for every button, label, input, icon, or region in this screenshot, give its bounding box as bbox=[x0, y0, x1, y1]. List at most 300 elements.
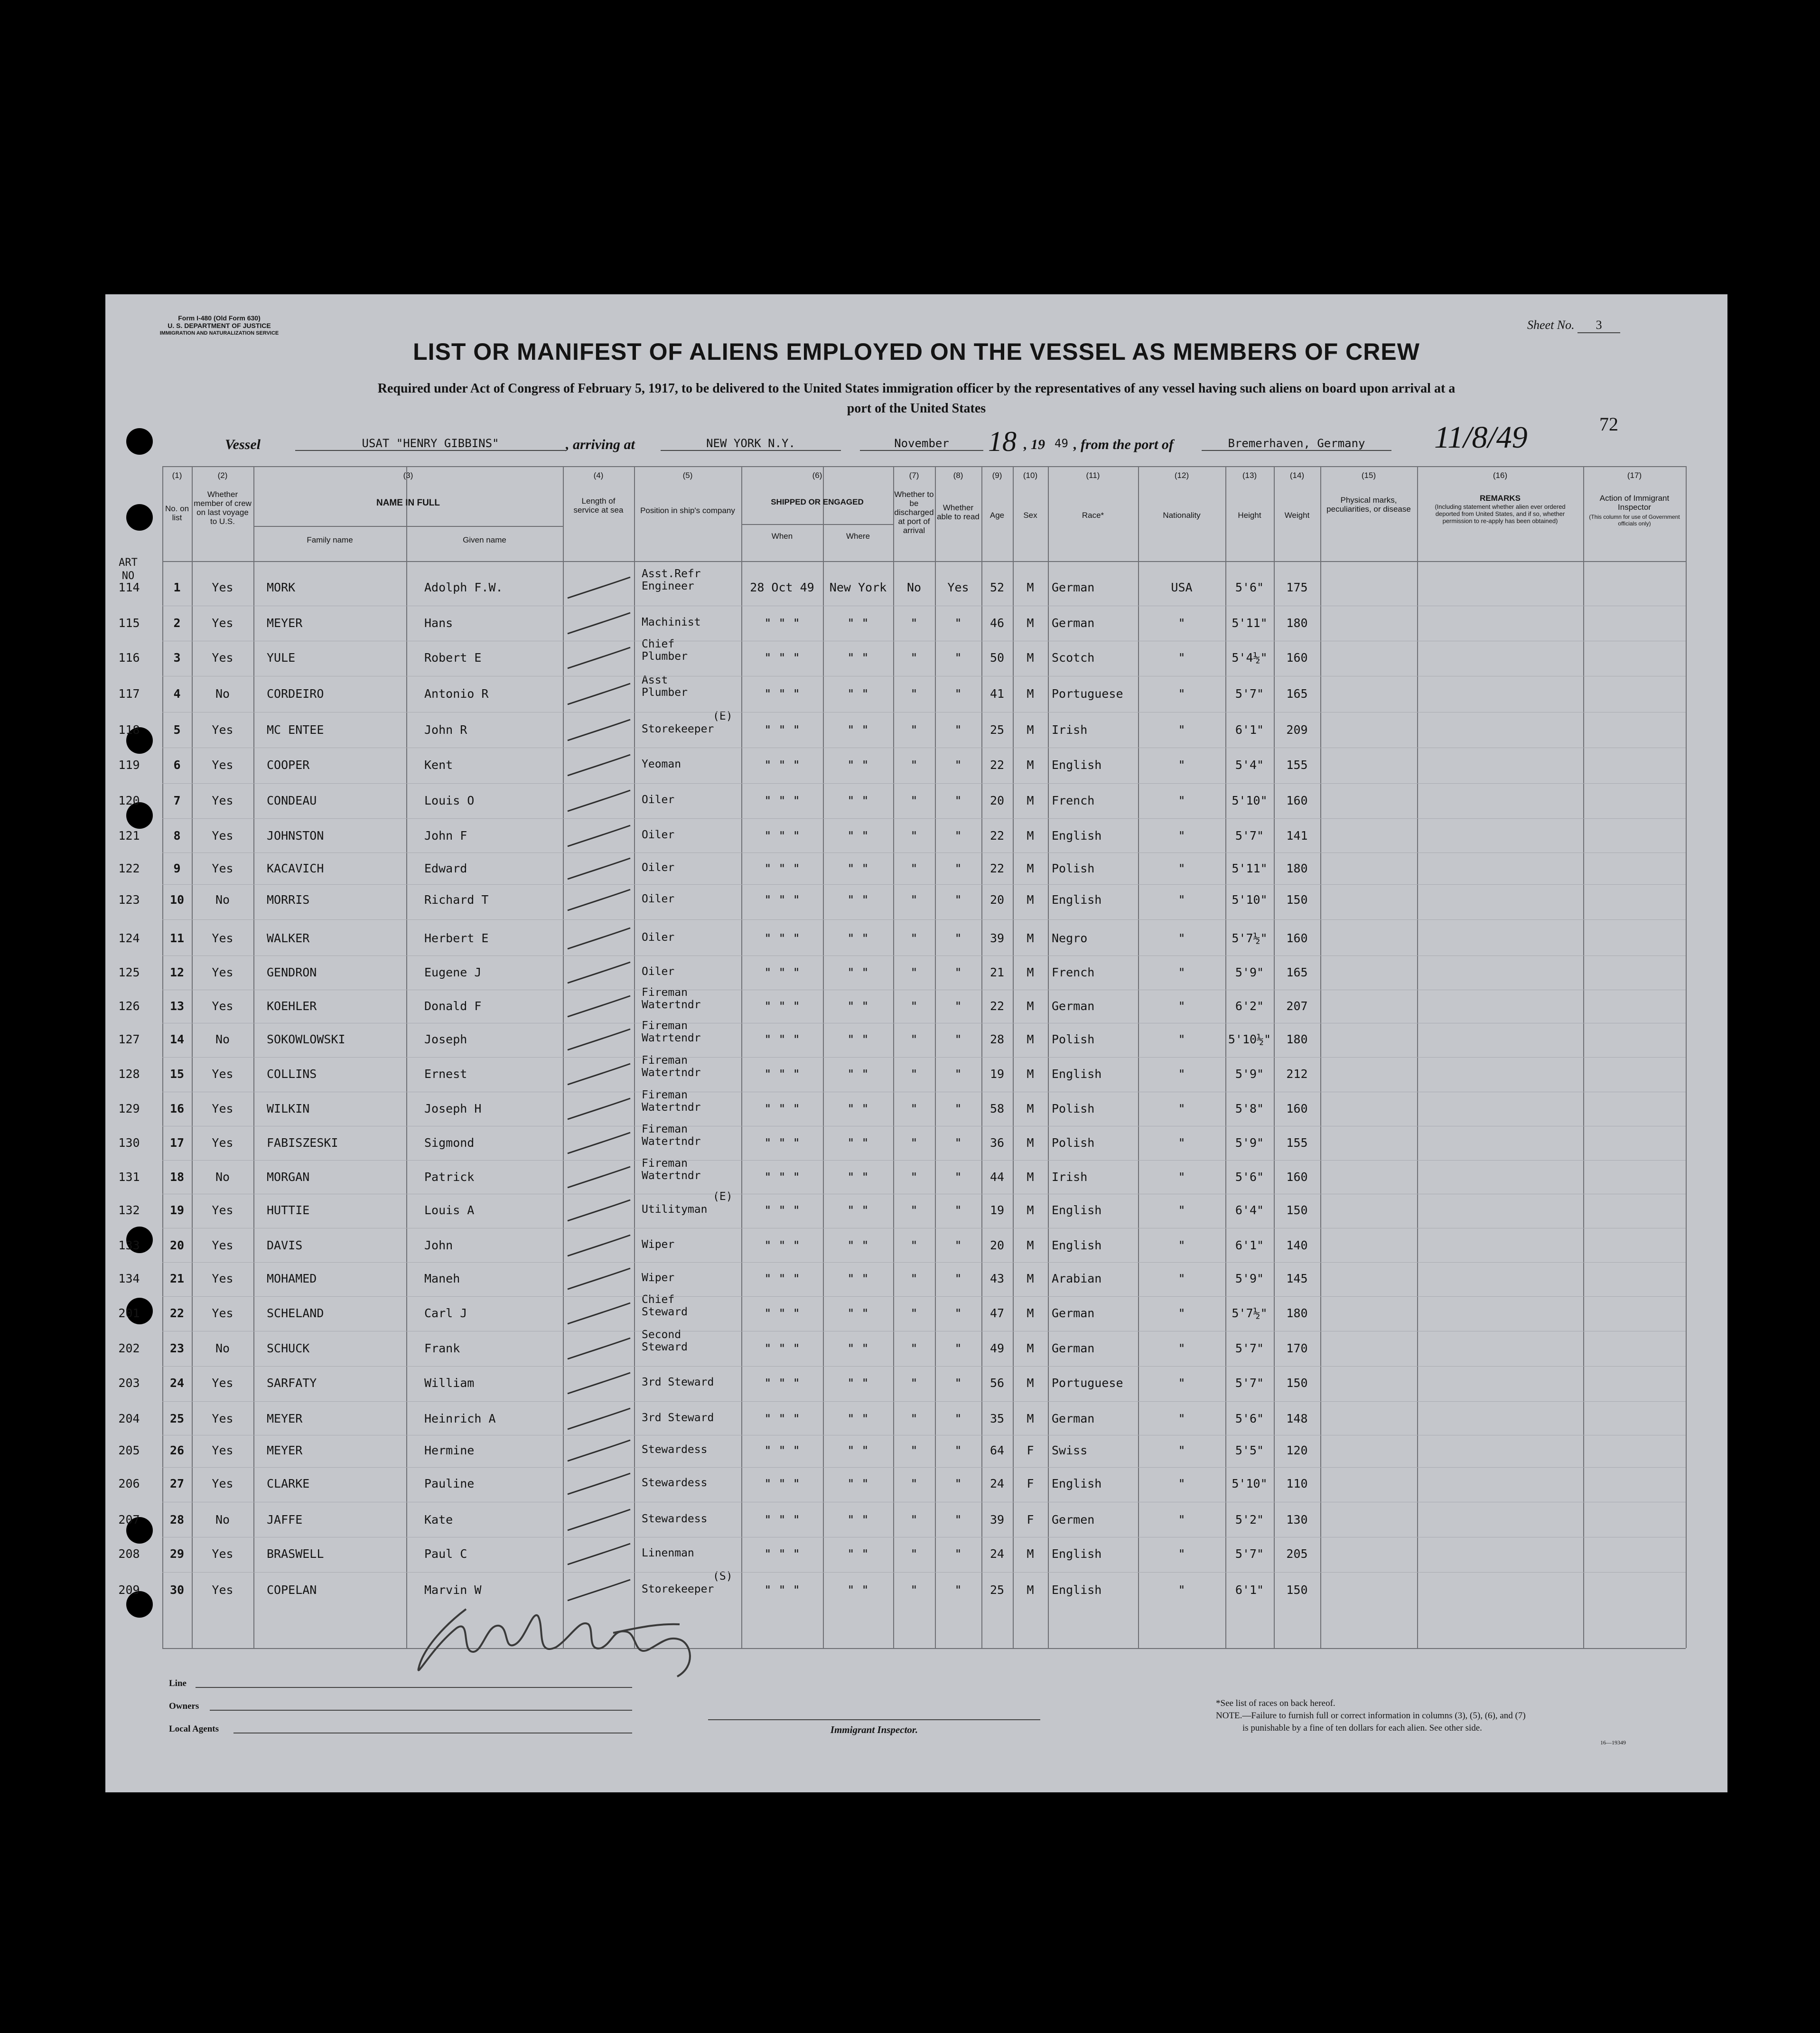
service-length-mark bbox=[564, 993, 635, 1021]
cell-height: 5'8" bbox=[1235, 1102, 1264, 1115]
cell-where: " " bbox=[847, 931, 869, 945]
cell-family: FABISZESKI bbox=[267, 1136, 338, 1150]
cell-nat: " bbox=[1178, 1376, 1185, 1390]
cell-height: 5'2" bbox=[1235, 1513, 1264, 1527]
cell-position: Steward bbox=[642, 1306, 688, 1318]
note-races: *See list of races on back hereof. bbox=[1216, 1698, 1335, 1708]
cell-when: " " " bbox=[764, 1513, 800, 1527]
cell-age: 20 bbox=[989, 794, 1005, 807]
cell-no: 21 bbox=[169, 1272, 185, 1285]
cell-when: 28 Oct 49 bbox=[750, 581, 814, 594]
cell-position: 3rd Steward bbox=[642, 1412, 714, 1424]
cell-age: 20 bbox=[989, 893, 1005, 907]
manifest-sheet: Form I-480 (Old Form 630) U. S. DEPARTMENT OF JUSTICE IMMIGRATION AND NATURALIZATION SERVICE Sheet No. 3 LIST OR MANIFEST OF ALIENS EMPLOYED ON THE VESSEL AS MEMBERS OF CREW Required under Act of Congress of February 5, 1917, to be delivered to the United States immigration officer by the representatives of any vessel having such aliens on board upon arrival at a port of the United States Vessel USAT "HENRY GIBBINS" , arriving at NEW YORK N.Y. November 18 , 19 49 , from the port of Bremerhaven, Germany 11/8/49 72 (1) (2) (3) (4) (5) (6) (7) (8) (9) (10) (11) (12) (13) (14) (15) (16) (17) No. on list Whether member of crew on last voyage to U.S. NAME IN FULL Family name Given name Length of service at sea Position in ship's company SHIPPED OR ENGAGED When Where Whether to be discharged at port of arrival Whether able to read Age Sex Race* Nationality Height Weight Physical marks, peculiarities, or disease REMARKS (Including statement whether alien ever ordered deported from United States, and if so, whether permission to re-apply has been obtained) Action of Immigrant Inspector (This column for use of Government officials only) ART NO 114 1 Yes MORK Adolph F.W. 28 Oct 49 New York No Yes 52 M German USA 5'6" 175 Asst.Refr Engineer 115 2 Yes MEYER Hans " " " " " " " 46 M German " 5'11" 180 Machinist 116 3 Yes YULE Robert E " " " " " " " 50 M Scotch " 5'4½" 160 Chief Plumber 117 4 No CORDEIRO Antonio R " " " " " " " 41 M Portuguese " 5'7" 165 Asst Plumber 118 5 Yes MC ENTEE John R " " " " " " " 25 M Irish " 6'1" 209 (E) Storekeeper 119 6 Yes COOPER Kent " " " " " " " 22 M English " 5'4" 155 Yeoman 120 7 Yes CONDEAU Louis O " " " " " " " 20 M French " 5'10" 160 Oiler 121 8 Yes JOHNSTON John F " " " " " " " 22 M English " 5'7" 141 Oiler 122 9 Yes KACAVICH Edward " " " " " " " 22 M Polish " 5'11" 180 Oiler 123 10 No MORRIS Richard T " " " " " " " 20 M English " 5'10" 150 Oiler 124 11 Yes WALKER Herbert E " " " " " " " 39 M Negro " 5'7½" 160 Oiler 125 12 Yes GENDRON Eugene J " " " " " " " 21 M French " 5'9" 165 Oiler 126 13 Yes KOEHLER Donald F " " " " " " " 22 M German " 6'2" 207 Fireman Watertndr 127 14 No SOKOWLOWSKI Joseph " " " " " " " 28 M Polish " 5'10½" 180 Fireman Watrtendr 128 15 Yes COLLINS Ernest " " " " " " " 19 M English " 5'9" 212 Fireman Watertndr 129 16 Yes WILKIN Joseph H " " " " " " " 58 M Polish " 5'8" 160 Fireman Watertndr 130 17 Yes FABISZESKI Sigmond " " " " " " " 36 M Polish " 5'9" 155 Fireman Watertndr 131 18 No MORGAN Patrick " " " " " " " 44 M Irish " 5'6" 160 Fireman Watertndr 132 19 Yes HUTTIE Louis A " " " " " " " 19 M English " 6'4" 150 (E) Utilityman 133 20 Yes DAVIS John " " " " " " " 20 M English " 6'1" 140 Wiper 134 21 Yes MOHAMED Maneh " " " " " " " 43 M Arabian " 5'9" 145 Wiper 201 22 Yes SCHELAND Carl J " " " " " " " 47 M German " 5'7½" 180 Chief Steward 202 23 No SCHUCK Frank " " " " " " " 49 M German " 5'7" 170 Second Steward 203 24 Yes SARFATY William " " " " " " " 56 M Portuguese " 5'7" 150 3rd Steward 204 25 Yes MEYER Heinrich A " " " " " " " 35 M German " 5'6" 148 3rd Steward 205 26 Yes MEYER Hermine " " " " " " " 64 F Swiss " 5'5" 120 Stewardess 206 27 Yes CLARKE Pauline " " " " " " " 24 F English " 5'10" 110 Stewardess 207 28 No JAFFE Kate " " " " " " " 39 F Germen " 5'2" 130 Stewardess 208 29 Yes BRASWELL Paul C " " " " " " " 24 M English " 5'7" 205 Linenman 209 30 Yes COPELAN Marvin W " " " " " " " 25 M English " 6'1" 150 (S) Storekeeper Line Owners Local Agents Immigrant Inspector. *See list of races on back hereof. NOTE.—Failure to furnish full or correct information in columns (3), (5), (6), and (7) is punishable by a fine of ten dollars for each alien. See other side. 16—19349 bbox=[105, 294, 1727, 1792]
cell-weight: 120 bbox=[1286, 1443, 1308, 1457]
cell-disch: " bbox=[910, 1102, 918, 1115]
header-name-in-full: NAME IN FULL bbox=[376, 498, 440, 508]
header-when: When bbox=[771, 532, 793, 541]
cell-nat: " bbox=[1178, 1306, 1185, 1320]
arriving-label: , arriving at bbox=[566, 437, 635, 452]
cell-disch: " bbox=[910, 1513, 918, 1527]
cell-height: 5'7" bbox=[1235, 1376, 1264, 1390]
header-action-inspector: Action of Immigrant Inspector bbox=[1599, 494, 1670, 512]
cell-position: Watertndr bbox=[642, 1170, 701, 1182]
cell-age: 50 bbox=[989, 651, 1005, 665]
cell-height: 5'9" bbox=[1235, 1272, 1264, 1285]
cell-height: 6'1" bbox=[1235, 1583, 1264, 1597]
cell-given: Hans bbox=[424, 616, 453, 630]
cell-sex: M bbox=[1027, 1583, 1034, 1597]
cell-last: Yes bbox=[212, 651, 233, 665]
cell-last: Yes bbox=[212, 999, 233, 1013]
cell-no: 12 bbox=[169, 965, 185, 979]
cell-race: English bbox=[1052, 1547, 1102, 1561]
cell-position: Oiler bbox=[642, 931, 675, 944]
cell-weight: 180 bbox=[1286, 1032, 1308, 1046]
cell-where: " " bbox=[847, 1272, 869, 1285]
cell-disch: " bbox=[910, 999, 918, 1013]
service-length-mark bbox=[564, 855, 635, 884]
cell-sex: M bbox=[1027, 1376, 1034, 1390]
cell-race: English bbox=[1052, 893, 1102, 907]
cell-where: " " bbox=[847, 687, 869, 701]
cell-position-line1: (E) bbox=[713, 1190, 733, 1203]
cell-age: 58 bbox=[989, 1102, 1005, 1115]
cell-disch: No bbox=[906, 581, 922, 594]
cell-age: 35 bbox=[989, 1412, 1005, 1425]
cell-where: " " bbox=[847, 1067, 869, 1081]
service-length-mark bbox=[564, 1026, 635, 1055]
cell-last: Yes bbox=[212, 758, 233, 772]
cell-no: 2 bbox=[173, 616, 181, 630]
cell-position: Oiler bbox=[642, 862, 675, 874]
service-length-mark bbox=[564, 1300, 635, 1329]
cell-family: BRASWELL bbox=[267, 1547, 324, 1561]
cell-no: 26 bbox=[169, 1443, 185, 1457]
cell-sex: M bbox=[1027, 616, 1034, 630]
cell-nat: USA bbox=[1171, 581, 1193, 594]
cell-read: " bbox=[954, 931, 962, 945]
header-remarks: REMARKS bbox=[1480, 494, 1521, 503]
cell-race: English bbox=[1052, 829, 1102, 843]
cell-family: MC ENTEE bbox=[267, 723, 324, 737]
cell-family: SCHUCK bbox=[267, 1341, 310, 1355]
cell-given: Joseph H bbox=[424, 1102, 482, 1115]
cell-weight: 212 bbox=[1286, 1067, 1308, 1081]
header-where: Where bbox=[846, 532, 870, 541]
cell-last: Yes bbox=[212, 862, 233, 875]
cell-disch: " bbox=[910, 1306, 918, 1320]
cell-nat: " bbox=[1178, 1032, 1185, 1046]
cell-family: MOHAMED bbox=[267, 1272, 317, 1285]
cell-disch: " bbox=[910, 1477, 918, 1490]
cell-sex: M bbox=[1027, 1547, 1034, 1561]
cell-position-line1: Fireman bbox=[642, 986, 688, 999]
cell-where: " " bbox=[847, 794, 869, 807]
cell-no: 23 bbox=[169, 1341, 185, 1355]
vessel-label: Vessel bbox=[225, 437, 261, 452]
service-length-mark bbox=[564, 681, 635, 709]
cell-weight: 160 bbox=[1286, 651, 1308, 665]
cell-given: Joseph bbox=[424, 1032, 467, 1046]
cell-when: " " " bbox=[764, 687, 800, 701]
cell-read: " bbox=[954, 1341, 962, 1355]
arrival-day: 18 bbox=[988, 426, 1017, 457]
cell-family: SARFATY bbox=[267, 1376, 317, 1390]
cell-position-line1: Fireman bbox=[642, 1157, 688, 1170]
cell-weight: 160 bbox=[1286, 1102, 1308, 1115]
department: U. S. DEPARTMENT OF JUSTICE bbox=[168, 322, 271, 329]
cell-age: 41 bbox=[989, 687, 1005, 701]
cell-family: MORGAN bbox=[267, 1170, 310, 1184]
service-length-mark bbox=[564, 1061, 635, 1089]
cell-where: " " bbox=[847, 1477, 869, 1490]
cell-read: " bbox=[954, 862, 962, 875]
cell-position: Oiler bbox=[642, 794, 675, 806]
cell-height: 5'4½" bbox=[1232, 651, 1268, 665]
service-length-mark bbox=[564, 1335, 635, 1364]
local-agents-label: Local Agents bbox=[169, 1724, 219, 1734]
cell-race: Negro bbox=[1052, 931, 1088, 945]
cell-where: " " bbox=[847, 965, 869, 979]
cell-read: " bbox=[954, 687, 962, 701]
cell-when: " " " bbox=[764, 862, 800, 875]
cell-no: 19 bbox=[169, 1203, 185, 1217]
cell-when: " " " bbox=[764, 1583, 800, 1597]
cell-read: " bbox=[954, 1170, 962, 1184]
cell-where: " " bbox=[847, 1136, 869, 1150]
cell-nat: " bbox=[1178, 1443, 1185, 1457]
cell-race: Irish bbox=[1052, 1170, 1088, 1184]
cell-art: 116 bbox=[118, 651, 140, 665]
cell-given: Kent bbox=[424, 758, 453, 772]
cell-sex: M bbox=[1027, 829, 1034, 843]
cell-last: Yes bbox=[212, 723, 233, 737]
service-length-mark bbox=[564, 1370, 635, 1398]
cell-given: Edward bbox=[424, 862, 467, 875]
cell-sex: M bbox=[1027, 1203, 1034, 1217]
cell-read: " bbox=[954, 1547, 962, 1561]
cell-disch: " bbox=[910, 723, 918, 737]
cell-no: 15 bbox=[169, 1067, 185, 1081]
cell-when: " " " bbox=[764, 1341, 800, 1355]
cell-when: " " " bbox=[764, 931, 800, 945]
cell-nat: " bbox=[1178, 1477, 1185, 1490]
cell-position-line1: Second bbox=[642, 1329, 681, 1341]
cell-last: Yes bbox=[212, 1376, 233, 1390]
service-length-mark bbox=[564, 787, 635, 816]
cell-art: 207 bbox=[118, 1513, 140, 1527]
cell-height: 6'2" bbox=[1235, 999, 1264, 1013]
cell-sex: M bbox=[1027, 965, 1034, 979]
cell-age: 47 bbox=[989, 1306, 1005, 1320]
cell-race: Portuguese bbox=[1052, 1376, 1123, 1390]
cell-weight: 160 bbox=[1286, 931, 1308, 945]
header-physical-marks: Physical marks, peculiarities, or disease bbox=[1326, 496, 1411, 514]
cell-family: MEYER bbox=[267, 1443, 303, 1457]
cell-art: 120 bbox=[118, 794, 140, 807]
cell-no: 14 bbox=[169, 1032, 185, 1046]
cell-position: Storekeeper bbox=[642, 723, 714, 735]
cell-no: 17 bbox=[169, 1136, 185, 1150]
cell-position-line1: Fireman bbox=[642, 1054, 688, 1067]
from-port: Bremerhaven, Germany bbox=[1202, 437, 1391, 451]
cell-weight: 209 bbox=[1286, 723, 1308, 737]
cell-art: 203 bbox=[118, 1376, 140, 1390]
header-able-read: Whether able to read bbox=[937, 503, 980, 521]
service-length-mark bbox=[564, 645, 635, 673]
cell-disch: " bbox=[910, 758, 918, 772]
cell-where: " " bbox=[847, 1376, 869, 1390]
cell-race: French bbox=[1052, 794, 1095, 807]
cell-when: " " " bbox=[764, 829, 800, 843]
cell-when: " " " bbox=[764, 1067, 800, 1081]
cell-given: Heinrich A bbox=[424, 1412, 496, 1425]
cell-art: 119 bbox=[118, 758, 140, 772]
cell-no: 10 bbox=[169, 893, 185, 907]
cell-nat: " bbox=[1178, 1513, 1185, 1527]
cell-where: " " bbox=[847, 999, 869, 1013]
cell-age: 24 bbox=[989, 1547, 1005, 1561]
cell-last: Yes bbox=[212, 794, 233, 807]
header-length-service: Length of service at sea bbox=[573, 497, 624, 515]
cell-given: John R bbox=[424, 723, 467, 737]
cell-sex: M bbox=[1027, 1170, 1034, 1184]
cell-art: 206 bbox=[118, 1477, 140, 1490]
cell-given: Adolph F.W. bbox=[424, 581, 503, 594]
cell-race: German bbox=[1052, 1341, 1095, 1355]
cell-read: " bbox=[954, 616, 962, 630]
cell-read: " bbox=[954, 1203, 962, 1217]
cell-no: 18 bbox=[169, 1170, 185, 1184]
cell-given: Paul C bbox=[424, 1547, 467, 1561]
cell-family: HUTTIE bbox=[267, 1203, 310, 1217]
cell-no: 9 bbox=[173, 862, 181, 875]
cell-family: WILKIN bbox=[267, 1102, 310, 1115]
header-position: Position in ship's company bbox=[640, 506, 735, 515]
cell-disch: " bbox=[910, 794, 918, 807]
cell-weight: 180 bbox=[1286, 616, 1308, 630]
cell-where: " " bbox=[847, 1513, 869, 1527]
cell-nat: " bbox=[1178, 965, 1185, 979]
cell-family: COPELAN bbox=[267, 1583, 317, 1597]
cell-race: English bbox=[1052, 758, 1102, 772]
cell-position: Machinist bbox=[642, 616, 701, 628]
header-no-on-list: No. on list bbox=[165, 504, 189, 522]
service: IMMIGRATION AND NATURALIZATION SERVICE bbox=[159, 330, 279, 336]
cell-height: 5'7" bbox=[1235, 1547, 1264, 1561]
service-length-mark bbox=[564, 1232, 635, 1261]
cell-nat: " bbox=[1178, 1341, 1185, 1355]
cell-read: " bbox=[954, 651, 962, 665]
cell-sex: M bbox=[1027, 1136, 1034, 1150]
cell-position-line1: Chief bbox=[642, 638, 675, 650]
cell-height: 5'6" bbox=[1235, 1412, 1264, 1425]
cell-height: 5'9" bbox=[1235, 1136, 1264, 1150]
form-code: 16—19349 bbox=[1600, 1739, 1626, 1746]
cell-given: Patrick bbox=[424, 1170, 475, 1184]
vessel-name: USAT "HENRY GIBBINS" bbox=[295, 437, 566, 451]
cell-last: No bbox=[215, 687, 230, 701]
service-length-mark bbox=[564, 717, 635, 745]
cell-read: " bbox=[954, 1306, 962, 1320]
cell-family: YULE bbox=[267, 651, 296, 665]
cell-height: 5'4" bbox=[1235, 758, 1264, 772]
cell-read: " bbox=[954, 1412, 962, 1425]
cell-age: 49 bbox=[989, 1341, 1005, 1355]
cell-read: " bbox=[954, 1238, 962, 1252]
cell-read: " bbox=[954, 1376, 962, 1390]
cell-height: 5'9" bbox=[1235, 965, 1264, 979]
cell-position-line1: Asst.Refr bbox=[642, 568, 701, 580]
service-length-mark bbox=[564, 823, 635, 851]
cell-where: " " bbox=[847, 1443, 869, 1457]
cell-age: 19 bbox=[989, 1067, 1005, 1081]
cell-art: 122 bbox=[118, 862, 140, 875]
cell-height: 5'11" bbox=[1232, 616, 1268, 630]
note-line-1: NOTE.—Failure to furnish full or correct information in columns (3), (5), (6), and (7) bbox=[1216, 1711, 1526, 1721]
cell-no: 3 bbox=[173, 651, 181, 665]
cell-last: Yes bbox=[212, 1238, 233, 1252]
cell-when: " " " bbox=[764, 1376, 800, 1390]
cell-position: Watrtendr bbox=[642, 1032, 701, 1044]
cell-last: Yes bbox=[212, 581, 233, 594]
cell-height: 5'6" bbox=[1235, 1170, 1264, 1184]
cell-weight: 155 bbox=[1286, 758, 1308, 772]
cell-read: " bbox=[954, 999, 962, 1013]
cell-when: " " " bbox=[764, 1443, 800, 1457]
header-remarks-detail: (Including statement whether alien ever ordered deported from United States, and if so, whether permission to re-apply has been obtained) bbox=[1435, 503, 1566, 525]
cell-given: Louis A bbox=[424, 1203, 475, 1217]
cell-nat: " bbox=[1178, 862, 1185, 875]
cell-height: 6'4" bbox=[1235, 1203, 1264, 1217]
cell-where: " " bbox=[847, 1170, 869, 1184]
cell-given: John bbox=[424, 1238, 453, 1252]
service-length-mark bbox=[564, 925, 635, 954]
cell-weight: 150 bbox=[1286, 1376, 1308, 1390]
cell-height: 5'7½" bbox=[1232, 931, 1268, 945]
cell-art: 124 bbox=[118, 931, 140, 945]
service-length-mark bbox=[564, 1130, 635, 1158]
cell-no: 11 bbox=[169, 931, 185, 945]
cell-disch: " bbox=[910, 651, 918, 665]
cell-last: Yes bbox=[212, 1272, 233, 1285]
cell-height: 5'10½" bbox=[1228, 1032, 1271, 1046]
cell-nat: " bbox=[1178, 1583, 1185, 1597]
cell-race: English bbox=[1052, 1583, 1102, 1597]
cell-when: " " " bbox=[764, 1032, 800, 1046]
signature bbox=[390, 1590, 817, 1680]
cell-height: 5'7" bbox=[1235, 687, 1264, 701]
cell-read: " bbox=[954, 829, 962, 843]
cell-weight: 150 bbox=[1286, 1203, 1308, 1217]
cell-no: 20 bbox=[169, 1238, 185, 1252]
cell-nat: " bbox=[1178, 1272, 1185, 1285]
cell-race: Swiss bbox=[1052, 1443, 1088, 1457]
sheet-label: Sheet No. bbox=[1527, 318, 1575, 332]
cell-disch: " bbox=[910, 1272, 918, 1285]
cell-weight: 160 bbox=[1286, 794, 1308, 807]
cell-position: Oiler bbox=[642, 829, 675, 841]
cell-where: " " bbox=[847, 1203, 869, 1217]
cell-nat: " bbox=[1178, 1203, 1185, 1217]
arrival-year: 49 bbox=[1055, 437, 1068, 450]
cell-no: 29 bbox=[169, 1547, 185, 1561]
cell-sex: M bbox=[1027, 758, 1034, 772]
subtitle-line-2: port of the United States bbox=[847, 401, 986, 416]
cell-read: " bbox=[954, 893, 962, 907]
subtitle-line-1: Required under Act of Congress of February 5, 1917, to be delivered to the United States immigration officer by the representatives of any vessel having such aliens on board upon arrival at a bbox=[377, 381, 1456, 396]
cell-weight: 170 bbox=[1286, 1341, 1308, 1355]
cell-age: 22 bbox=[989, 999, 1005, 1013]
cell-where: New York bbox=[829, 581, 887, 594]
cell-weight: 180 bbox=[1286, 862, 1308, 875]
cell-height: 5'9" bbox=[1235, 1067, 1264, 1081]
cell-race: Polish bbox=[1052, 1136, 1095, 1150]
cell-no: 25 bbox=[169, 1412, 185, 1425]
cell-race: French bbox=[1052, 965, 1095, 979]
cell-art: 133 bbox=[118, 1238, 140, 1252]
cell-sex: M bbox=[1027, 1102, 1034, 1115]
cell-last: No bbox=[215, 1032, 230, 1046]
service-length-mark bbox=[564, 1471, 635, 1499]
cell-no: 7 bbox=[173, 794, 181, 807]
cell-position: Watertndr bbox=[642, 1135, 701, 1148]
cell-position: Plumber bbox=[642, 650, 688, 663]
punch-hole bbox=[126, 428, 153, 455]
cell-family: JOHNSTON bbox=[267, 829, 324, 843]
cell-position: Oiler bbox=[642, 893, 675, 905]
header-nationality: Nationality bbox=[1163, 511, 1201, 520]
cell-weight: 165 bbox=[1286, 965, 1308, 979]
cell-disch: " bbox=[910, 1238, 918, 1252]
cell-age: 44 bbox=[989, 1170, 1005, 1184]
cell-nat: " bbox=[1178, 999, 1185, 1013]
form-id bbox=[153, 314, 286, 337]
cell-sex: M bbox=[1027, 1341, 1034, 1355]
cell-disch: " bbox=[910, 1067, 918, 1081]
cell-race: German bbox=[1052, 1412, 1095, 1425]
cell-read: " bbox=[954, 1513, 962, 1527]
cell-given: Pauline bbox=[424, 1477, 475, 1490]
cell-last: Yes bbox=[212, 1203, 233, 1217]
cell-family: CONDEAU bbox=[267, 794, 317, 807]
cell-nat: " bbox=[1178, 687, 1185, 701]
cell-where: " " bbox=[847, 1547, 869, 1561]
cell-read: " bbox=[954, 723, 962, 737]
cell-sex: F bbox=[1027, 1443, 1034, 1457]
cell-last: Yes bbox=[212, 1412, 233, 1425]
header-last-voyage: Whether member of crew on last voyage to U.S. bbox=[194, 490, 252, 526]
cell-no: 27 bbox=[169, 1477, 185, 1490]
cell-sex: M bbox=[1027, 794, 1034, 807]
cell-weight: 150 bbox=[1286, 893, 1308, 907]
cell-given: John F bbox=[424, 829, 467, 843]
cell-sex: M bbox=[1027, 723, 1034, 737]
cell-disch: " bbox=[910, 931, 918, 945]
cell-weight: 207 bbox=[1286, 999, 1308, 1013]
cell-weight: 205 bbox=[1286, 1547, 1308, 1561]
cell-position: Stewardess bbox=[642, 1513, 708, 1525]
service-length-mark bbox=[564, 1197, 635, 1226]
cell-where: " " bbox=[847, 1238, 869, 1252]
cell-given: Hermine bbox=[424, 1443, 475, 1457]
cell-art: 121 bbox=[118, 829, 140, 843]
cell-read: " bbox=[954, 1032, 962, 1046]
cell-art: 130 bbox=[118, 1136, 140, 1150]
cell-age: 64 bbox=[989, 1443, 1005, 1457]
cell-weight: 141 bbox=[1286, 829, 1308, 843]
